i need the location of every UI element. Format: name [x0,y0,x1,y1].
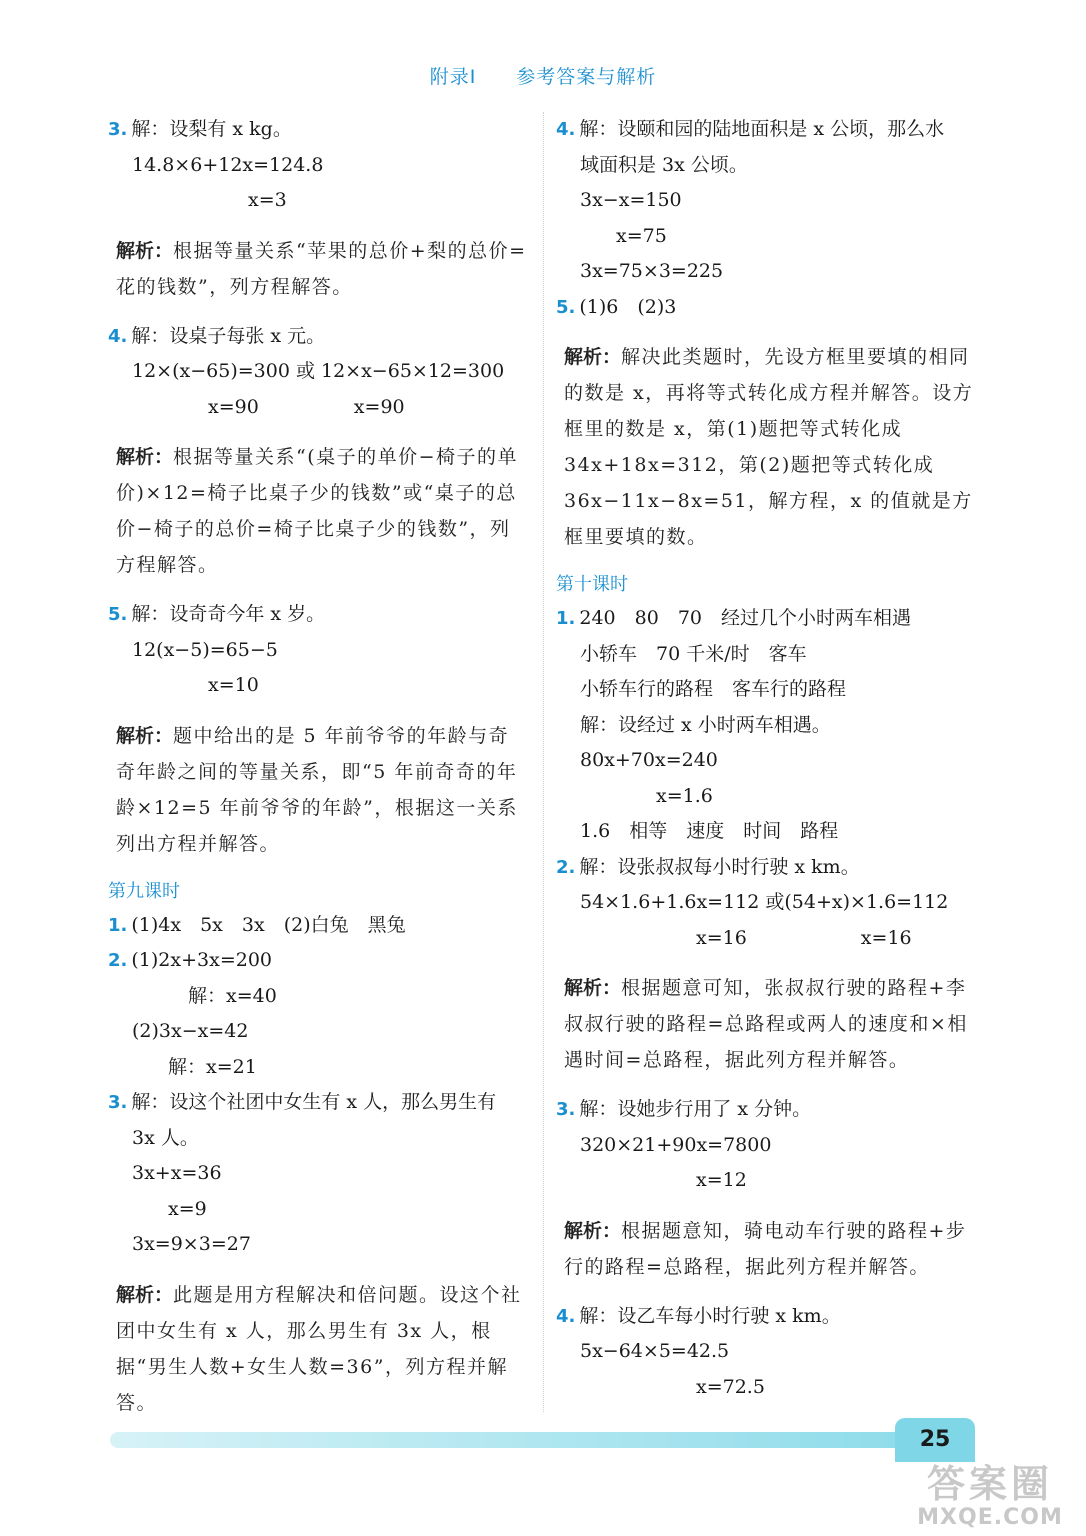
line-text: x=75 [616,224,667,247]
explanation-text: 根据题意可知，张叔叔行驶的路程+李叔叔行驶的路程=总路程或两人的速度和×相遇时间=总路程，据此列方程并解答。 [564,977,968,1071]
question-number: 2. [556,856,576,878]
line-text: 320×21+90x=7800 [580,1133,772,1156]
question-line [556,850,986,886]
explanation-label: 解析： [564,1219,622,1242]
footer-band [110,1432,910,1448]
answer-line [108,148,528,184]
line-text: x=1.6 [656,784,713,807]
explanation [556,970,986,1078]
question-number: 3. [108,1092,128,1113]
answer-line [108,668,528,704]
explanation-label: 解析： [564,977,622,999]
question-line [108,319,528,355]
explanation-text: 根据等量关系“苹果的总价+梨的总价=花的钱数”，列方程解答。 [116,239,527,298]
line-text: 解：设经过 x 小时两车相遇。 [580,713,831,736]
answer-line [556,637,986,673]
answer-line [108,390,528,426]
explanation [108,233,528,305]
watermark-title: 答案圈 [926,1462,1053,1506]
line-text: 240 80 70 经过几个小时两车相遇 [579,607,911,629]
answer-line [556,743,986,779]
page-number: 25 [895,1418,975,1462]
line-text: 14.8×6+12x=124.8 [132,153,324,176]
explanation-label: 解析： [116,239,174,262]
explanation [556,1213,986,1285]
question-number: 4. [556,1305,576,1327]
answer-line [108,1227,528,1263]
question-number: 5. [556,296,576,318]
line-text: 解：设乙车每小时行驶 x km。 [579,1304,841,1327]
line-text: 解：设颐和园的陆地面积是 x 公顷，那么水 [579,118,945,140]
line-text: (1)2x+3x=200 [131,949,273,971]
answer-line [108,1014,528,1050]
explanation-text: 根据等量关系“(桌子的单价−椅子的单价)×12=椅子比桌子少的钱数”或“桌子的总价−椅子的总价=椅子比桌子少的钱数”，列方程解答。 [116,446,519,576]
line-text: x=72.5 [696,1375,765,1398]
explanation-label: 解析： [116,724,174,747]
question-line [108,1085,528,1121]
lesson-heading: 第九课时 [108,880,180,902]
answer-line [556,219,986,255]
explanation [108,1277,528,1421]
line-text: 解：设梨有 x kg。 [131,118,292,140]
line-text: x=16 x=16 [696,926,912,949]
answer-line [108,1156,528,1192]
left-column [108,112,528,1435]
line-text: 域面积是 3x 公顷。 [580,153,748,176]
answer-line [108,1050,528,1086]
right-column [556,112,986,1405]
answer-line [556,254,986,290]
explanation-text: 根据题意知，骑电动车行驶的路程+步行的路程=总路程，据此列方程并解答。 [564,1219,967,1278]
line-text: 解：x=21 [168,1055,257,1078]
line-text: 解：设她步行用了 x 分钟。 [579,1098,812,1120]
line-text: 小轿车行的路程 客车行的路程 [580,678,847,700]
line-text: 3x=9×3=27 [132,1233,251,1255]
explanation-label: 解析： [116,1283,174,1306]
line-text: 解：设张叔叔每小时行驶 x km。 [579,855,860,878]
question-line [556,112,986,148]
answer-line [108,633,528,669]
question-line [556,1092,986,1128]
line-text: 解：设奇奇今年 x 岁。 [131,603,326,625]
explanation-text: 解决此类题时，先设方框里要填的相同的数是 x，再将等式转化成方程并解答。设方框里的数是 x，第(1)题把等式转化成 34x+18x=312，第(2)题把等式转化成 36x−11x−8x=51，解方程，x 的值就是方框里要填的数。 [564,346,974,548]
question-number: 2. [108,950,128,971]
line-text: 解：设桌子每张 x 元。 [131,324,326,347]
line-text: x=9 [168,1197,207,1220]
explanation [556,339,986,555]
line-text: 3x=75×3=225 [580,260,724,282]
line-text: 80x+70x=240 [580,749,718,771]
question-number: 4. [556,119,576,140]
question-number: 4. [108,325,128,347]
answer-line [108,1121,528,1157]
line-text: 12×(x−65)=300 或 12×x−65×12=300 [132,360,505,382]
line-text: 3x−x=150 [580,189,682,211]
question-line [556,1299,986,1335]
answer-line [556,885,986,921]
answer-line [556,148,986,184]
explanation-text: 题中给出的是 5 年前爷爷的年龄与奇奇年龄之间的等量关系，即“5 年前奇奇的年龄×12=5 年前爷爷的年龄”，根据这一关系列出方程并解答。 [116,724,518,855]
line-text: x=10 [208,674,259,696]
explanation [108,718,528,862]
watermark-logo [900,1462,1080,1530]
answer-line [556,183,986,219]
question-number: 3. [556,1099,576,1120]
line-text: x=12 [696,1169,747,1191]
line-text: 1.6 相等 速度 时间 路程 [580,820,839,842]
answer-line [556,921,986,957]
line-text: 54×1.6+1.6x=112 或(54+x)×1.6=112 [580,891,949,913]
explanation-text: 此题是用方程解决和倍问题。设这个社团中女生有 x 人，那么男生有 3x 人，根据“男生人数+女生人数=36”，列方程并解答。 [116,1283,522,1414]
question-number: 3. [108,119,128,140]
question-line [108,112,528,148]
answer-line [556,1370,986,1406]
header-title: 参考答案与解析 [516,66,657,88]
explanation-label: 解析： [116,446,174,468]
page-header [0,62,1086,89]
answer-line [556,1128,986,1164]
answer-line [108,183,528,219]
answer-line [108,354,528,390]
answer-line [556,708,986,744]
line-text: 小轿车 70 千米/时 客车 [580,642,807,665]
question-number: 1. [556,608,576,629]
question-line [556,290,986,326]
line-text: x=90 x=90 [208,395,405,418]
question-number: 1. [108,914,128,936]
question-number: 5. [108,604,128,625]
header-appendix: 附录Ⅰ [429,66,477,88]
answer-line [556,1334,986,1370]
watermark-url: MXQE.COM [917,1505,1063,1530]
line-text: (2)3x−x=42 [132,1020,249,1042]
answer-line [556,1163,986,1199]
line-text: 解：x=40 [188,984,277,1007]
question-line [108,943,528,979]
line-text: x=3 [248,189,287,211]
answer-line [556,672,986,708]
answer-line [556,779,986,815]
question-line [556,601,986,637]
line-text: 12(x−5)=65−5 [132,638,278,661]
answer-line [108,1192,528,1228]
line-text: 5x−64×5=42.5 [580,1340,730,1362]
answer-line [556,814,986,850]
question-line [108,908,528,944]
line-text: 解：设这个社团中女生有 x 人，那么男生有 [131,1091,497,1113]
explanation-label: 解析： [564,346,622,368]
question-line [108,597,528,633]
line-text: (1)6 (2)3 [579,295,677,318]
answer-line [108,979,528,1015]
line-text: 3x 人。 [132,1126,199,1149]
column-divider [543,112,544,1412]
line-text: (1)4x 5x 3x (2)白兔 黑兔 [131,913,406,936]
lesson-heading: 第十课时 [556,574,628,595]
explanation [108,439,528,583]
line-text: 3x+x=36 [132,1162,222,1184]
